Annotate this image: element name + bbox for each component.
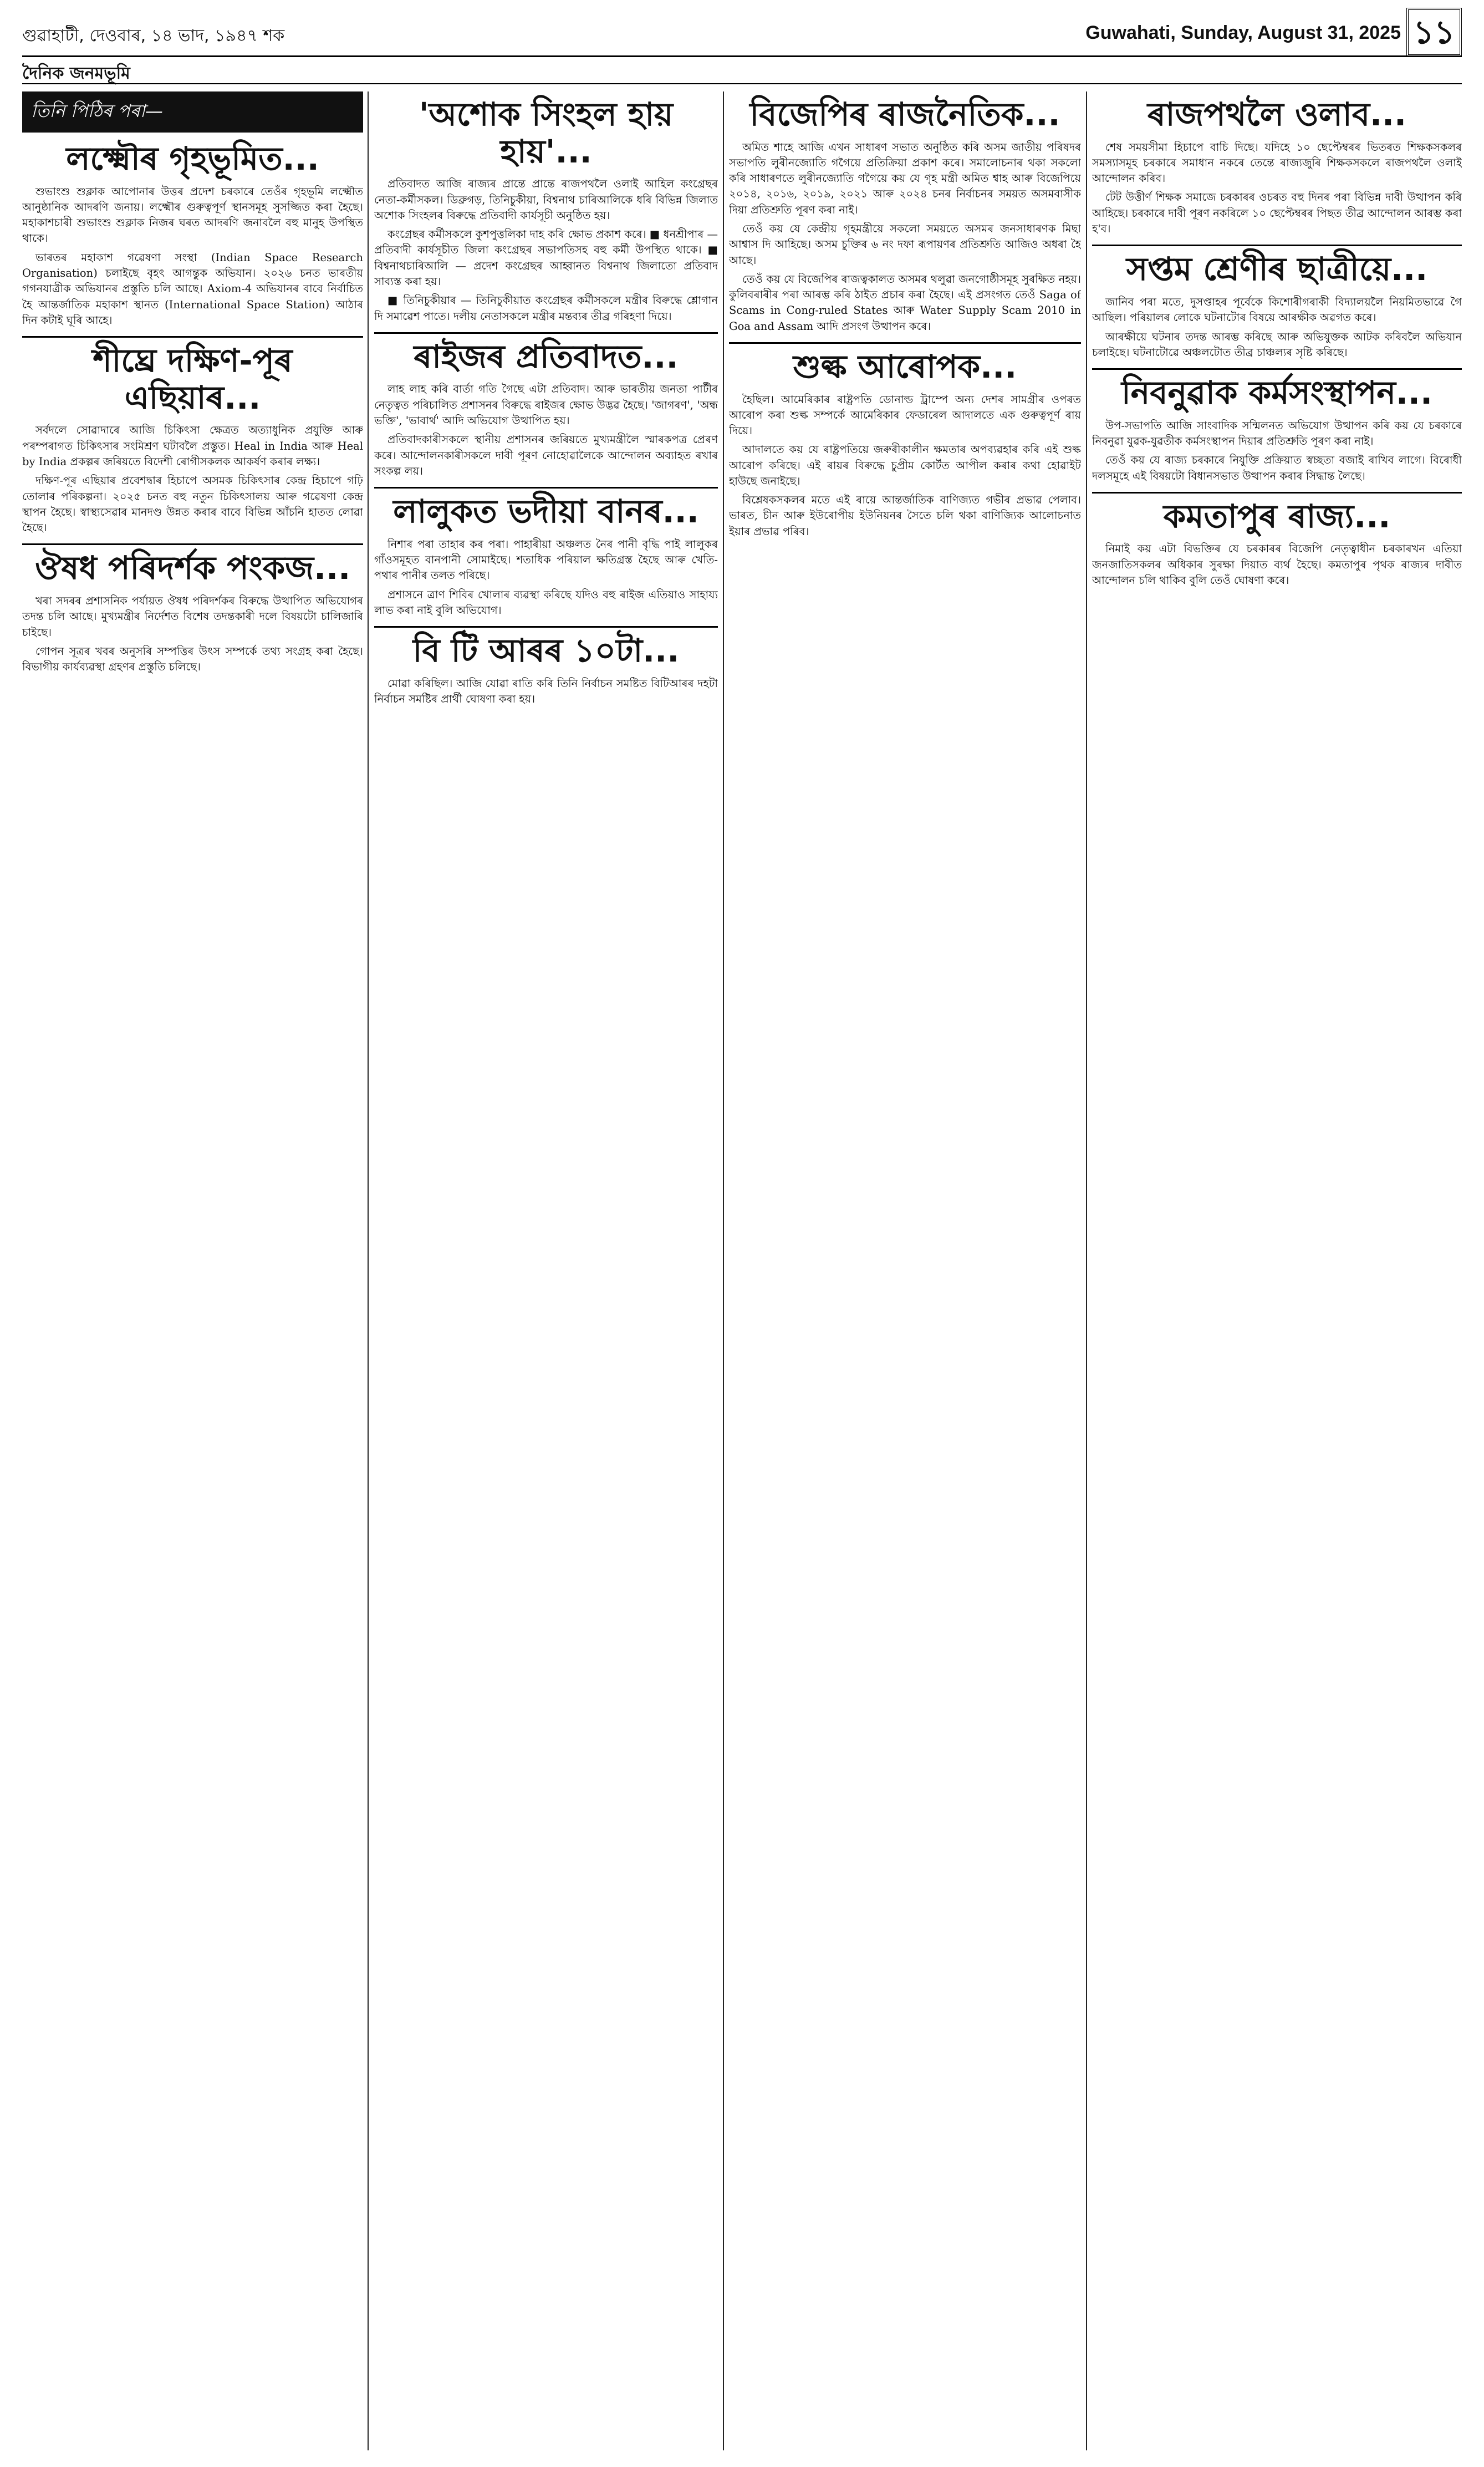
paragraph: শুভাংশু শুক্লাক আপোনাৰ উত্তৰ প্ৰদেশ চৰকাৰে তেওঁৰ গৃহভূমি লক্ষ্মৌত আনুষ্ঠানিক আদৰণি জনায়। লক্ষ্মৌৰ গুৰুত্বপূৰ্ণ স্থানসমূহ সুসজ্জিত কৰা হৈছে। মহাকাশচাৰী শুভাংশু শুক্লাক নিজৰ ঘৰত আদৰণি জনাবলৈ বহু মানুহ উপস্থিত থাকে। xyxy=(22,185,363,245)
paragraph: তেওঁ কয় যে বিজেপিৰ ৰাজত্বকালত অসমৰ থলুৱা জনগোষ্ঠীসমূহ সুৰক্ষিত নহয়। কুলিবৰাৰীৰ পৰা আৰম্ভ কৰি ঠাইত প্ৰচাৰ কৰা হৈছে। এই প্ৰসংগত তেওঁ Saga of Scams in Cong-ruled States আৰু Water Supply Scam 2010 in Goa and Assam আদি প্ৰসংগ উত্থাপন কৰে। xyxy=(729,272,1081,333)
paragraph: প্ৰতিবাদত আজি ৰাজ্যৰ প্ৰান্তে প্ৰান্তে ৰাজপথলৈ ওলাই আহিল কংগ্ৰেছৰ নেতা-কৰ্মীসকল। ডিব্ৰুগড়, তিনিচুকীয়া, বিশ্বনাথ চাৰিআলিকে ধৰি বিভিন্ন জিলাত অশোক সিংহলৰ বিৰুদ্ধে প্ৰতিবাদী কাৰ্যসূচী অনুষ্ঠিত হয়। xyxy=(374,177,718,222)
story-body xyxy=(729,140,1081,334)
story-divider xyxy=(22,336,363,338)
paragraph: নিশাৰ পৰা তাহাৰ কৰ পৰা। পাহাৰীয়া অঞ্চলত নৈৰ পানী বৃদ্ধি পাই লালুকৰ গাঁওসমূহত বানপানী সোমাইছে। শতাধিক পৰিয়াল ক্ষতিগ্ৰস্ত হৈছে আৰু খেতি-পথাৰ পানীৰ তলত পৰিছে। xyxy=(374,537,718,582)
paragraph: কংগ্ৰেছৰ কৰ্মীসকলে কুশপুত্তলিকা দাহ কৰি ক্ষোভ প্ৰকাশ কৰে। ■ ধনশ্ৰীপাৰ — প্ৰতিবাদী কাৰ্যসূচীত জিলা কংগ্ৰেছৰ সভাপতিসহ বহু কৰ্মী উপস্থিত থাকে। ■ বিশ্বনাথচাৰিআলি — প্ৰদেশ কংগ্ৰেছৰ আহ্বানত বিশ্বনাথ জিলাতো প্ৰতিবাদ সাব্যস্ত কৰা হয়। xyxy=(374,228,718,288)
story-divider xyxy=(1092,245,1462,246)
continued-tag: তিনি পিঠিৰ পৰা— xyxy=(22,91,363,133)
paragraph: গোপন সূত্ৰৰ খবৰ অনুসৰি সম্পত্তিৰ উৎস সম্পৰ্কে তথ্য সংগ্ৰহ কৰা হৈছে। বিভাগীয় কাৰ্যব্যৱস্থা গ্ৰহণৰ প্ৰস্তুতি চলিছে। xyxy=(22,644,363,674)
story-body xyxy=(1092,541,1462,588)
column-4 xyxy=(1092,91,1462,2450)
column-1 xyxy=(22,91,363,2450)
paragraph: প্ৰশাসনে ত্ৰাণ শিবিৰ খোলাৰ ব্যৱস্থা কৰিছে যদিও বহু ৰাইজ এতিয়াও সাহায্য লাভ কৰা নাই বুলি অভিযোগ। xyxy=(374,588,718,617)
story-divider xyxy=(729,342,1081,344)
masthead-rule xyxy=(22,83,1462,84)
column-2 xyxy=(374,91,718,2450)
page-header xyxy=(22,0,1462,67)
page-number: ১১ xyxy=(1406,8,1462,57)
story-body xyxy=(374,382,718,479)
story-body xyxy=(729,392,1081,540)
story-body xyxy=(1092,294,1462,360)
masthead: দৈনিক জনমভূমি xyxy=(22,64,130,83)
headline: শুল্ক আৰোপক... xyxy=(793,347,1017,385)
story-divider xyxy=(22,543,363,545)
headline: ৰাইজৰ প্ৰতিবাদত... xyxy=(414,337,679,375)
paragraph: নিমাই কয় এটা বিভক্তিৰ যে চৰকাৰৰ বিজেপি নেতৃত্বাধীন চৰকাৰখন এতিয়া জনজাতিসকলৰ অধিকাৰ সুৰক্ষা দিয়াত ব্যৰ্থ হৈছে। কমতাপুৰ পৃথক ৰাজ্যৰ দাবীত আন্দোলন চলি থাকিব বুলি তেওঁ ঘোষণা কৰে। xyxy=(1092,542,1462,587)
paragraph: উপ-সভাপতি আজি সাংবাদিক সন্মিলনত অভিযোগ উত্থাপন কৰি কয় যে চৰকাৰে নিবনুৱা যুৱক-যুৱতীক কৰ্মসংস্থাপন দিয়াৰ প্ৰতিশ্ৰুতি পূৰণ কৰা নাই। xyxy=(1092,419,1462,447)
paragraph: ভাৰতৰ মহাকাশ গৱেষণা সংস্থা (Indian Space Research Organisation) চলাইছে বৃহৎ আগন্তুক অভিযান। ২০২৬ চনত ভাৰতীয় গগনযাত্ৰীক অভিযানৰ প্ৰস্তুতি চলি আছে। Axiom-4 অভিযানৰ বাবে নিৰ্বাচিত হৈ আন্তৰ্জাতিক মহাকাশ স্থানত (International Space Station) আঠাৰ দিন কটাই ঘূৰি আহে। xyxy=(22,251,363,327)
paragraph: দক্ষিণ-পূৰ এছিয়াৰ প্ৰবেশদ্বাৰ হিচাপে অসমক চিকিৎসাৰ কেন্দ্ৰ হিচাপে গঢ়ি তোলাৰ পৰিকল্পনা। ২০২৫ চনত বহু নতুন চিকিৎসালয় আৰু গৱেষণা কেন্দ্ৰ স্থাপন হৈছে। স্বাস্থ্যসেৱাৰ মানদণ্ড উন্নত কৰাৰ বাবে বিভিন্ন আঁচনি হাতত লোৱা হৈছে। xyxy=(22,474,363,535)
headline: সপ্তম শ্ৰেণীৰ ছাত্ৰীয়ে... xyxy=(1126,250,1428,288)
headline: বি টি আৰৰ ১০টা... xyxy=(412,632,680,670)
story-body xyxy=(22,423,363,536)
headline: লালুকত ভদীয়া বানৰ... xyxy=(393,492,699,531)
paragraph: খৰা সদৰৰ প্ৰশাসনিক পৰ্যায়ত ঔষধ পৰিদৰ্শকৰ বিৰুদ্ধে উত্থাপিত অভিযোগৰ তদন্ত চলি আছে। মুখ্যমন্ত্ৰীৰ নিৰ্দেশত বিশেষ তদন্তকাৰী দলে বিষয়টো চালিজাৰি চাইছে। xyxy=(22,594,363,639)
paragraph: আদালতে কয় যে ৰাষ্ট্ৰপতিয়ে জৰুৰীকালীন ক্ষমতাৰ অপব্যৱহাৰ কৰি এই শুল্ক আৰোপ কৰিছে। এই ৰায়ৰ বিৰুদ্ধে চুপ্ৰীম কোৰ্টত আপীল কৰাৰ কথা হোৱাইট হাউছে জনাইছে। xyxy=(729,443,1081,487)
story-body xyxy=(22,593,363,675)
story-body xyxy=(1092,140,1462,237)
story-divider xyxy=(1092,492,1462,494)
story-body xyxy=(22,184,363,328)
headline: বিজেপিৰ ৰাজনৈতিক... xyxy=(749,95,1060,133)
headline: ঔষধ পৰিদৰ্শক পংকজ... xyxy=(34,549,351,587)
story-body xyxy=(374,676,718,708)
paragraph: জানিব পৰা মতে, দুসপ্তাহৰ পূৰ্বেকে কিশোৰীগৰাকী বিদ্যালয়লৈ নিয়মিতভাৱে গৈ আছিল। পৰিয়ালৰ লোকে ঘটনাটোৰ বিষয়ে আৰক্ষীক অৱগত কৰে। xyxy=(1092,295,1462,324)
paragraph: শেষ সময়সীমা হিচাপে বাচি দিছে। যদিহে ১০ ছেপ্টেম্বৰৰ ভিতৰত শিক্ষকসকলৰ সমস্যাসমূহ চৰকাৰে সমাধান নকৰে তেন্তে ৰাজ্যজুৰি শিক্ষকসকলে ৰাজপথলৈ ওলাই আন্দোলন কৰিব। xyxy=(1092,140,1462,185)
headline: নিবনুৱাক কৰ্মসংস্থাপন... xyxy=(1121,374,1432,412)
paragraph: হৈছিল। আমেৰিকাৰ ৰাষ্ট্ৰপতি ডোনাল্ড ট্ৰাম্পে অন্য দেশৰ সামগ্ৰীৰ ওপৰত আৰোপ কৰা শুল্ক সম্পৰ্কে আমেৰিকাৰ ফেডাৰেল আদালতে এক গুৰুত্বপূৰ্ণ ৰায় দিয়ে। xyxy=(729,393,1081,438)
story-divider xyxy=(374,626,718,628)
column-divider xyxy=(723,91,724,2450)
headline: ৰাজপথলৈ ওলাব... xyxy=(1147,95,1407,133)
story-divider xyxy=(374,487,718,489)
story-divider xyxy=(1092,368,1462,370)
story-body xyxy=(374,176,718,324)
paragraph: বিশ্লেষকসকলৰ মতে এই ৰায়ে আন্তৰ্জাতিক বাণিজ্যত গভীৰ প্ৰভাৱ পেলাব। ভাৰত, চীন আৰু ইউৰোপীয় ইউনিয়নৰ সৈতে চলি থকা বাণিজ্যিক আলোচনাত ইয়াৰ প্ৰভাৱ পৰিব। xyxy=(729,494,1081,538)
header-rule xyxy=(22,55,1462,57)
paragraph: অমিত শাহে আজি এখন সাধাৰণ সভাত অনুষ্ঠিত কৰি অসম জাতীয় পৰিষদৰ সভাপতি লুৰীনজ্যোতি গগৈয়ে প্ৰতিক্ৰিয়া প্ৰকাশ কৰে। সমালোচনাৰ থকা সকলো কৰি সাধাৰণতে লুৰীনজ্যোতি গগৈয়ে কয় যে গৃহ মন্ত্ৰী অমিত শ্বাহ আৰু বিজেপিয়ে ২০১৪, ২০১৬, ২০১৯, ২০২১ আৰু ২০২৪ চনৰ নিৰ্বাচনৰ সময়ত অসমবাসীক দিয়া প্ৰতিশ্ৰুতি পূৰণ কৰা নাই। xyxy=(729,140,1081,216)
headline: লক্ষ্মৌৰ গৃহভূমিত... xyxy=(66,140,319,177)
paragraph: লাহ লাহ কৰি বাৰ্তা গতি গৈছে এটা প্ৰতিবাদ। আৰু ভাৰতীয় জনতা পাৰ্টীৰ নেতৃত্বত পৰিচালিত প্ৰশাসনৰ বিৰুদ্ধে ৰাইজৰ ক্ষোভ উদ্ভৱ হৈছে। 'জাগৰণ', 'অন্ধ ভক্তি', 'ভাবাৰ্থ' আদি অভিযোগ উত্থাপিত হয়। xyxy=(374,383,718,427)
paragraph: আৰক্ষীয়ে ঘটনাৰ তদন্ত আৰম্ভ কৰিছে আৰু অভিযুক্তক আটক কৰিবলৈ অভিযান চলাইছে। ঘটনাটোৱে অঞ্চলটোত তীব্ৰ চাঞ্চল্যৰ সৃষ্টি কৰিছে। xyxy=(1092,330,1462,359)
paragraph: মোৱা কৰিছিল। আজি যোৱা ৰাতি কৰি তিনি নিৰ্বাচন সমষ্টিত বিটিআৰৰ দহটা নিৰ্বাচন সমষ্টিৰ প্ৰাৰ্থী ঘোষণা কৰা হয়। xyxy=(374,676,718,706)
paragraph: ■ তিনিচুকীয়াৰ — তিনিচুকীয়াত কংগ্ৰেছৰ কৰ্মীসকলে মন্ত্ৰীৰ বিৰুদ্ধে শ্লোগান দি সমাৱেশ পাতে। দলীয় নেতাসকলে মন্ত্ৰীৰ মন্তব্যৰ তীব্ৰ গৰিহণা দিয়ে। xyxy=(374,294,718,323)
paragraph: তেওঁ কয় যে কেন্দ্ৰীয় গৃহমন্ত্ৰীয়ে সকলো সময়তে অসমৰ জনসাধাৰণক মিছা আশ্বাস দি আহিছে। অসম চুক্তিৰ ৬ নং দফা ৰূপায়ণৰ প্ৰতিশ্ৰুতি আজিও অধৰা হৈ আছে। xyxy=(729,222,1081,267)
story-divider xyxy=(374,332,718,334)
paragraph: প্ৰতিবাদকাৰীসকলে স্থানীয় প্ৰশাসনৰ জৰিয়তে মুখ্যমন্ত্ৰীলৈ স্মাৰকপত্ৰ প্ৰেৰণ কৰে। আন্দোলনকাৰীসকলে দাবী পূৰণ নোহোৱালৈকে আন্দোলন অব্যাহত ৰখাৰ সংকল্প লয়। xyxy=(374,433,718,477)
paragraph: তেওঁ কয় যে ৰাজ্য চৰকাৰে নিযুক্তি প্ৰক্ৰিয়াত স্বচ্ছতা বজাই ৰাখিব লাগে। বিৰোধী দলসমূহে এই বিষয়টো বিধানসভাত উত্থাপন কৰাৰ সিদ্ধান্ত লৈছে। xyxy=(1092,454,1462,482)
story-body xyxy=(374,537,718,618)
headline: 'অশোক সিংহল হায় হায়'... xyxy=(419,95,674,170)
date-english: Guwahati, Sunday, August 31, 2025 xyxy=(1085,22,1401,43)
column-divider xyxy=(1086,91,1087,2450)
column-divider xyxy=(368,91,369,2450)
paragraph: টেট উত্তীৰ্ণ শিক্ষক সমাজে চৰকাৰৰ ওচৰত বহু দিনৰ পৰা বিভিন্ন দাবী উত্থাপন কৰি আহিছে। চৰকাৰে দাবী পূৰণ নকৰিলে ১০ ছেপ্টেম্বৰৰ পিছত তীব্ৰ আন্দোলন আৰম্ভ কৰা হ'ব। xyxy=(1092,191,1462,236)
paragraph: সৰ্বদলে সোৱাদাৰে আজি চিকিৎসা ক্ষেত্ৰত অত্যাধুনিক প্ৰযুক্তি আৰু পৰম্পৰাগত চিকিৎসাৰ সংমিশ্ৰণ ঘটাবলৈ প্ৰস্তুত। Heal in India আৰু Heal by India প্ৰকল্পৰ জৰিয়তে বিদেশী ৰোগীসকলক আকৰ্ষণ কৰাৰ লক্ষ্য। xyxy=(22,424,363,468)
story-body xyxy=(1092,418,1462,484)
headline: শীঘ্ৰে দক্ষিণ-পূৰ এছিয়াৰ... xyxy=(93,342,293,416)
column-3 xyxy=(729,91,1081,2450)
headline: কমতাপুৰ ৰাজ্য... xyxy=(1163,497,1391,535)
date-assamese: গুৱাহাটী, দেওবাৰ, ১৪ ভাদ, ১৯৪৭ শক xyxy=(22,26,285,45)
